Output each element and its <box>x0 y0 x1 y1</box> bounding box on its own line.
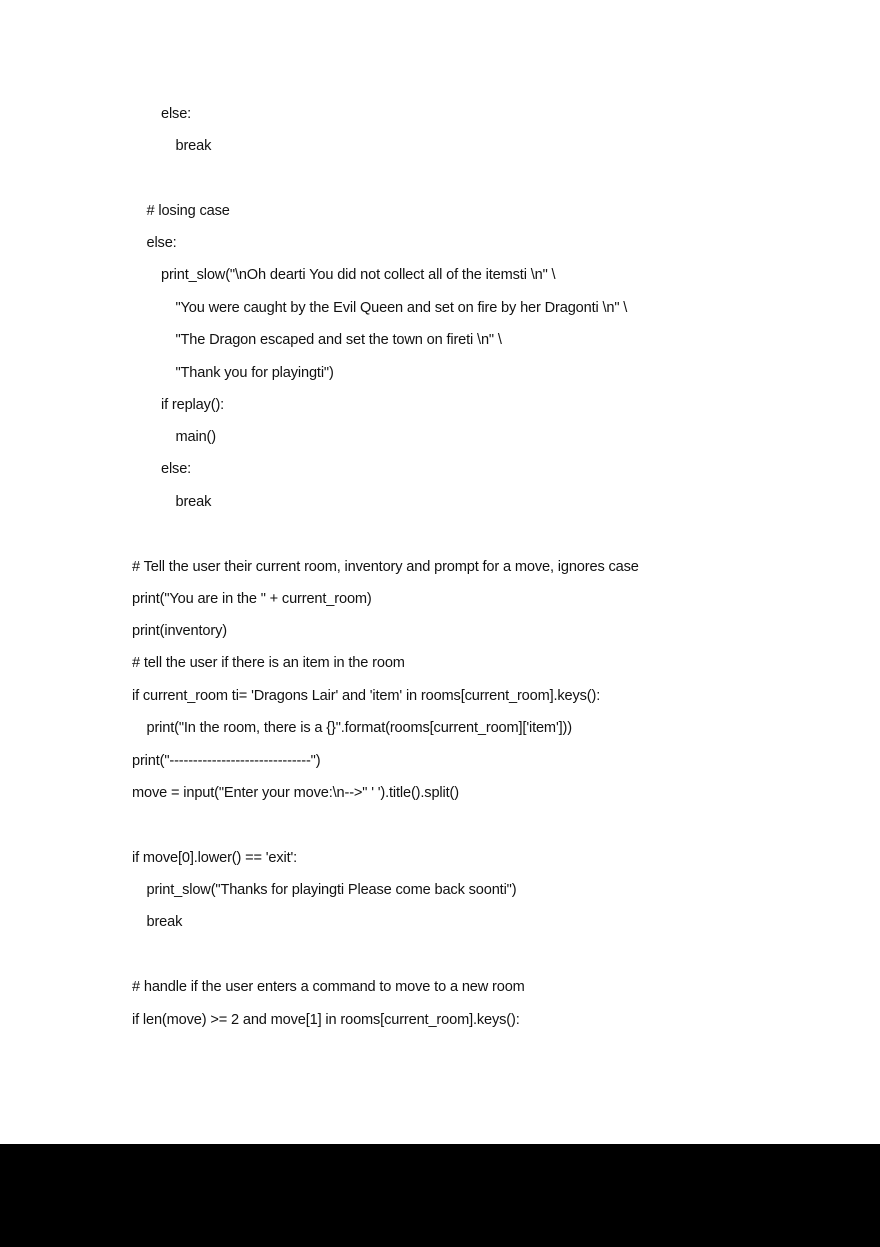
code-line: break <box>146 914 183 930</box>
code-line: if len(move) >= 2 and move[1] in rooms[current_room].keys(): <box>132 1012 520 1028</box>
code-line: print_slow("\nOh dearti You did not collect all of the itemsti \n" \ <box>161 267 556 283</box>
code-line: print(inventory) <box>132 623 227 639</box>
code-line: move = input("Enter your move:\n-->" ' ').title().split() <box>132 785 459 801</box>
code-line: if current_room ti= 'Dragons Lair' and 'item' in rooms[current_room].keys(): <box>132 688 601 704</box>
bottom-black-bar <box>0 1144 880 1247</box>
code-line: else: <box>161 106 192 122</box>
code-comment-line: # handle if the user enters a command to move to a new room <box>132 979 525 995</box>
code-line: print_slow("Thanks for playingti Please come back soonti") <box>146 882 517 898</box>
code-comment-line: # losing case <box>146 203 230 219</box>
code-line: "You were caught by the Evil Queen and set on fire by her Dragonti \n" \ <box>175 300 628 316</box>
code-line: "The Dragon escaped and set the town on fireti \n" \ <box>175 332 502 348</box>
code-comment-line: # tell the user if there is an item in the room <box>132 655 405 671</box>
code-line: main() <box>175 429 216 445</box>
code-line: else: <box>146 235 177 251</box>
code-line: "Thank you for playingti") <box>175 365 334 381</box>
code-comment-line: # Tell the user their current room, inventory and prompt for a move, ignores case <box>132 559 639 575</box>
code-line: if move[0].lower() == 'exit': <box>132 850 298 866</box>
code-line: print("You are in the " + current_room) <box>132 591 372 607</box>
code-line: break <box>175 494 212 510</box>
code-line: else: <box>161 461 192 477</box>
code-line: print("------------------------------") <box>132 753 321 769</box>
code-line: print("In the room, there is a {}".format(rooms[current_room]['item'])) <box>146 720 572 736</box>
code-line: if replay(): <box>161 397 225 413</box>
code-line: break <box>175 138 212 154</box>
